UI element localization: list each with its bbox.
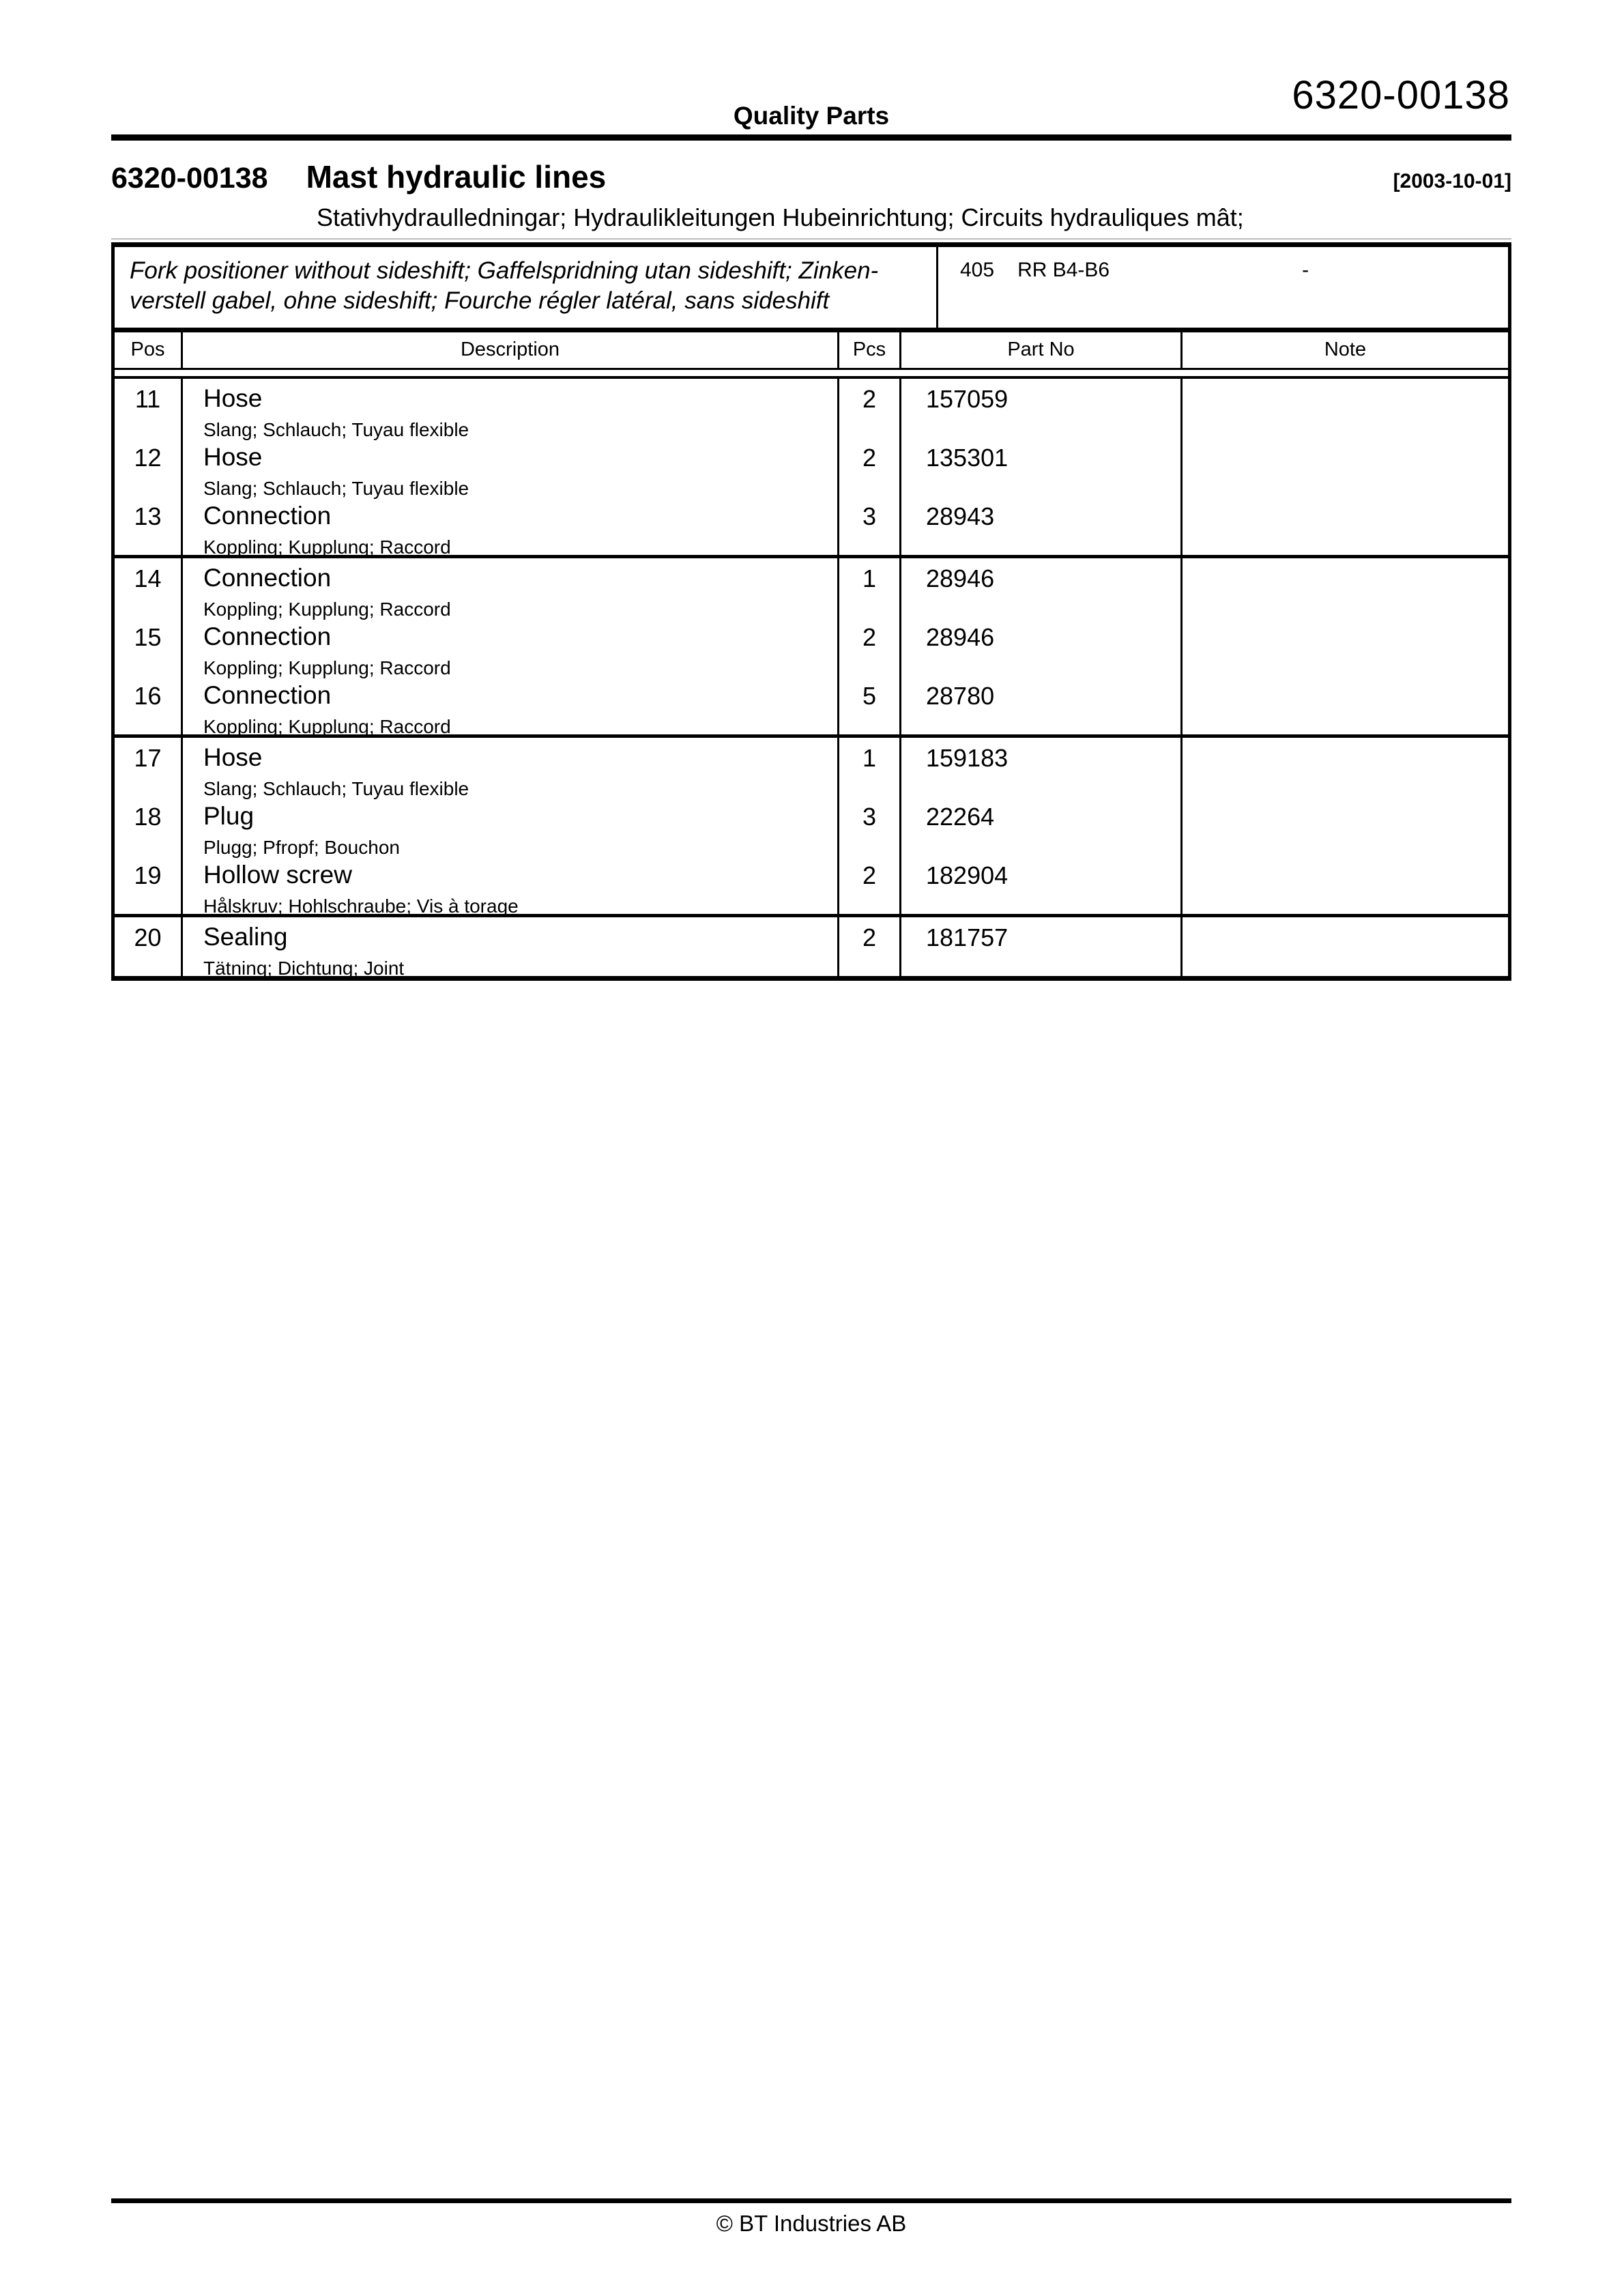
row-note <box>1183 437 1508 496</box>
variant-model: RR B4-B6 <box>1017 259 1110 281</box>
table-row <box>115 496 1508 558</box>
row-note <box>1183 617 1508 676</box>
row-pcs: 3 <box>839 496 901 555</box>
row-pos: 20 <box>115 917 183 976</box>
row-translations: Koppling; Kupplung; Raccord <box>203 598 451 620</box>
page-header <box>111 0 1511 134</box>
row-description: Sealing <box>203 922 288 951</box>
brand-title: Quality Parts <box>733 102 890 130</box>
row-note <box>1183 738 1508 797</box>
title-doc-number: 6320-00138 <box>111 162 268 195</box>
copyright-text: © BT Industries AB <box>716 2211 907 2236</box>
row-description: Plug <box>203 801 255 830</box>
row-note <box>1183 797 1508 855</box>
row-translations: Hålskruv; Hohlschraube; Vis à torage <box>203 895 519 917</box>
row-description: Connection <box>203 680 332 709</box>
row-note <box>1183 496 1508 555</box>
variant-model-cell <box>938 247 1508 328</box>
row-part-no: 28946 <box>901 617 1183 676</box>
footer-rule <box>111 2198 1511 2203</box>
column-header-pos: Pos <box>115 332 183 368</box>
row-part-no: 28780 <box>901 676 1183 734</box>
row-pcs: 2 <box>839 617 901 676</box>
row-description-cell <box>183 797 839 858</box>
revision-date: [2003-10-01] <box>1393 170 1511 192</box>
row-pos: 16 <box>115 676 183 734</box>
table-top-scan-line <box>111 238 1511 240</box>
row-description-cell <box>183 617 839 676</box>
row-description: Hose <box>203 743 263 771</box>
table-row <box>115 437 1508 499</box>
row-description-cell <box>183 379 839 440</box>
row-part-no: 135301 <box>901 437 1183 496</box>
table-row <box>115 738 1508 797</box>
column-header-part-no: Part No <box>901 332 1183 368</box>
page-footer <box>111 2198 1511 2237</box>
page-content <box>111 0 1511 981</box>
row-note <box>1183 676 1508 734</box>
column-header-description: Description <box>183 332 839 368</box>
row-part-no: 157059 <box>901 379 1183 437</box>
header-rule <box>111 134 1511 141</box>
row-pos: 13 <box>115 496 183 555</box>
variant-description <box>115 247 938 328</box>
row-group-4 <box>115 917 1508 979</box>
table-row <box>115 617 1508 676</box>
row-translations: Slang; Schlauch; Tuyau flexible <box>203 477 469 499</box>
row-note <box>1183 855 1508 914</box>
row-pcs: 2 <box>839 855 901 914</box>
row-pos: 12 <box>115 437 183 496</box>
row-part-no: 159183 <box>901 738 1183 797</box>
row-pcs: 2 <box>839 379 901 437</box>
row-translations: Slang; Schlauch; Tuyau flexible <box>203 777 469 799</box>
row-pcs: 5 <box>839 676 901 734</box>
row-note <box>1183 917 1508 976</box>
table-header-row <box>115 332 1508 370</box>
row-pcs: 3 <box>839 797 901 855</box>
row-description-cell <box>183 437 839 499</box>
row-description: Connection <box>203 563 332 592</box>
row-description: Connection <box>203 622 332 650</box>
row-pos: 15 <box>115 617 183 676</box>
column-header-note: Note <box>1324 339 1367 361</box>
page-subtitle: Stativhydraulledningar; Hydraulikleitungen Hubeinrichtung; Circuits hydrauliques mât; <box>317 203 1244 231</box>
variant-description-line1: Fork positioner without sideshift; Gaffelspridning utan sideshift; Zinken- <box>130 257 879 284</box>
row-description-cell <box>183 855 839 917</box>
row-description-cell <box>183 558 839 620</box>
row-description: Hose <box>203 384 263 412</box>
column-header-pcs: Pcs <box>839 332 901 368</box>
parts-table <box>111 242 1511 981</box>
row-group-1 <box>115 379 1508 558</box>
page-title: Mast hydraulic lines <box>306 159 607 195</box>
table-row <box>115 379 1508 440</box>
row-description-cell <box>183 917 839 979</box>
variant-serial-dash: - <box>1302 259 1309 281</box>
row-translations: Slang; Schlauch; Tuyau flexible <box>203 418 469 440</box>
row-description-cell <box>183 496 839 558</box>
variant-description-line2: verstell gabel, ohne sideshift; Fourche régler latéral, sans sideshift <box>130 287 830 315</box>
row-part-no: 28943 <box>901 496 1183 555</box>
variant-info-box <box>115 247 1508 332</box>
table-row <box>115 676 1508 737</box>
variant-code: 405 <box>960 259 995 281</box>
row-pcs: 2 <box>839 437 901 496</box>
row-description: Hose <box>203 442 263 471</box>
row-pos: 18 <box>115 797 183 855</box>
table-row <box>115 558 1508 620</box>
row-group-2 <box>115 558 1508 738</box>
row-pos: 19 <box>115 855 183 914</box>
row-pcs: 1 <box>839 558 901 617</box>
row-group-3 <box>115 738 1508 917</box>
header-double-rule <box>115 370 1508 379</box>
row-translations: Koppling; Kupplung; Raccord <box>203 715 451 737</box>
row-translations: Plugg; Pfropf; Bouchon <box>203 836 400 858</box>
row-description-cell <box>183 676 839 737</box>
row-description: Hollow screw <box>203 860 352 889</box>
row-description-cell <box>183 738 839 797</box>
row-translations: Koppling; Kupplung; Raccord <box>203 657 451 678</box>
row-part-no: 182904 <box>901 855 1183 914</box>
header-doc-number: 6320-00138 <box>1292 73 1510 117</box>
table-row <box>115 855 1508 917</box>
row-description: Connection <box>203 501 332 530</box>
row-translations: Tätning; Dichtung; Joint <box>203 957 405 979</box>
title-row <box>111 158 1511 195</box>
table-row <box>115 917 1508 979</box>
row-pcs: 1 <box>839 738 901 797</box>
row-part-no: 22264 <box>901 797 1183 855</box>
row-part-no: 28946 <box>901 558 1183 617</box>
row-translations: Koppling; Kupplung; Raccord <box>203 536 451 558</box>
row-pos: 14 <box>115 558 183 617</box>
row-note <box>1183 558 1508 617</box>
table-row <box>115 797 1508 858</box>
row-pcs: 2 <box>839 917 901 976</box>
row-pos: 17 <box>115 738 183 797</box>
row-pos: 11 <box>115 379 183 437</box>
row-note <box>1183 379 1508 437</box>
row-part-no: 181757 <box>901 917 1183 976</box>
